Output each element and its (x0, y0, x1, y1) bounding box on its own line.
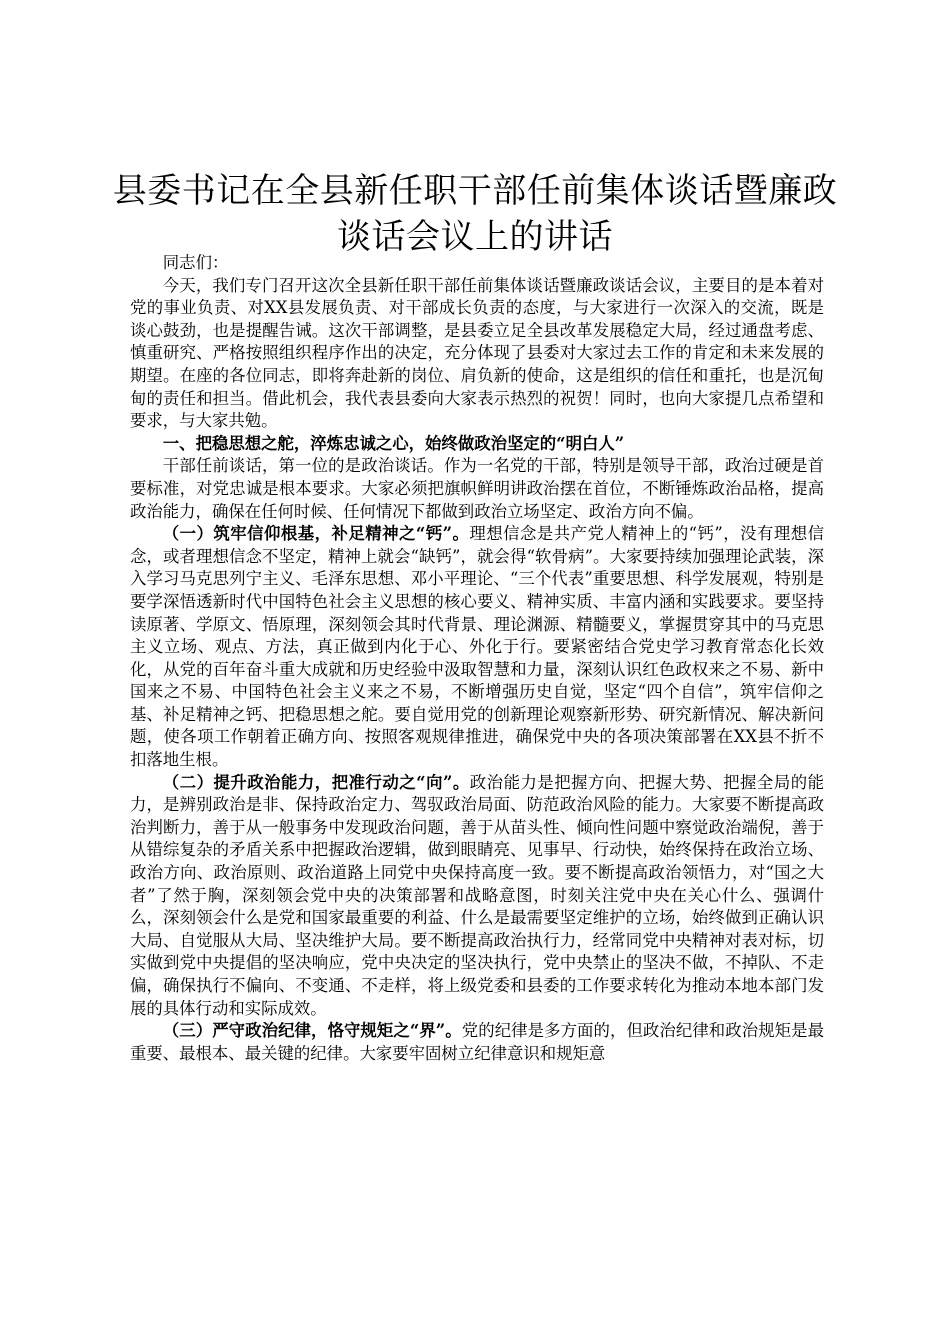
item-1-lead: （一）筑牢信仰根基，补足精神之“钙”。 (162, 524, 470, 544)
item-1-text: 理想信念是共产党人精神上的“钙”，没有理想信念，或者理想信念不坚定，精神上就会“缺钙”，就会得“软骨病”。大家要持续加强理论武装，深入学习马克思列宁主义、毛泽东思想、邓小平理论、“三个代表”重要思想、科学发展观，特别是要学深悟透新时代中国特色社会主义思想的核心要义、精神实质、丰富内涵和实践要求。要坚持读原著、学原文、悟原理，深刻领会其时代背景、理论渊源、精髓要义，掌握贯穿其中的马克思主义立场、观点、方法，真正做到内化于心、外化于行。要紧密结合党史学习教育常态化长效化，从党的百年奋斗重大成就和历史经验中汲取智慧和力量，深刻认识红色政权来之不易、新中国来之不易、中国特色社会主义来之不易，不断增强历史自觉，坚定“四个自信”，筑牢信仰之基、补足精神之钙、把稳思想之舵。要自觉用党的创新理论观察新形势、研究新情况、解决新问题，使各项工作朝着正确方向、按照客观规律推进，确保党中央的各项决策部署在XX县不折不扣落地生根。 (130, 524, 825, 770)
document-body (130, 252, 824, 1065)
item-3-paragraph (130, 1020, 824, 1065)
item-2-paragraph (130, 772, 824, 1021)
item-3-text: 党的纪律是多方面的，但政治纪律和政治规矩是最重要、最根本、最关键的纪律。大家要牢固树立纪律意识和规矩意 (130, 1021, 825, 1063)
section-1-intro-paragraph: 干部任前谈话，第一位的是政治谈话。作为一名党的干部，特别是领导干部，政治过硬是首要标准，对党忠诚是根本要求。大家必须把旗帜鲜明讲政治摆在首位，不断锤炼政治品格，提高政治能力，确保在任何时候、任何情况下都做到政治立场坚定、政治方向不偏。 (130, 456, 824, 521)
item-1-paragraph (130, 523, 824, 772)
intro-paragraph: 今天，我们专门召开这次全县新任职干部任前集体谈话暨廉政谈话会议，主要目的是本着对党的事业负责、对XX县发展负责、对干部成长负责的态度，与大家进行一次深入的交流，既是谈心鼓劲，也是提醒告诫。这次干部调整，是县委立足全县改革发展稳定大局，经过通盘考虑、慎重研究、严格按照组织程序作出的决定，充分体现了县委对大家过去工作的肯定和未来发展的期望。在座的各位同志，即将奔赴新的岗位、肩负新的使命，这是组织的信任和重托，也是沉甸甸的责任和担当。借此机会，我代表县委向大家表示热烈的祝贺！同时，也向大家提几点希望和要求，与大家共勉。 (130, 275, 824, 431)
document-title: 县委书记在全县新任职干部任前集体谈话暨廉政谈话会议上的讲话 (112, 171, 838, 257)
item-2-text: 政治能力是把握方向、把握大势、把握全局的能力，是辨别政治是非、保持政治定力、驾驭政治局面、防范政治风险的能力。大家要不断提高政治判断力，善于从一般事务中发现政治问题，善于从苗头性、倾向性问题中察觉政治端倪，善于从错综复杂的矛盾关系中把握政治逻辑，做到眼睛亮、见事早、行动快，始终保持在政治立场、政治方向、政治原则、政治道路上同党中央保持高度一致。要不断提高政治领悟力，对“国之大者”了然于胸，深刻领会党中央的决策部署和战略意图，时刻关注党中央在关心什么、强调什么，深刻领会什么是党和国家最重要的利益、什么是最需要坚定维护的立场，始终做到正确认识大局、自觉服从大局、坚决维护大局。要不断提高政治执行力，经常同党中央精神对表对标，切实做到党中央提倡的坚决响应，党中央决定的坚决执行，党中央禁止的坚决不做，不掉队、不走偏，确保执行不偏向、不变通、不走样，将上级党委和县委的工作要求转化为推动本地本部门发展的具体行动和实际成效。 (130, 772, 824, 1018)
section-heading-1: 一、把稳思想之舵，淬炼忠诚之心，始终做政治坚定的“明白人” (162, 433, 625, 453)
item-2-lead: （二）提升政治能力，把准行动之“向”。 (162, 772, 470, 792)
item-3-lead: （三）严守政治纪律，恪守规矩之“界”。 (162, 1021, 462, 1041)
salutation: 同志们： (162, 253, 229, 272)
